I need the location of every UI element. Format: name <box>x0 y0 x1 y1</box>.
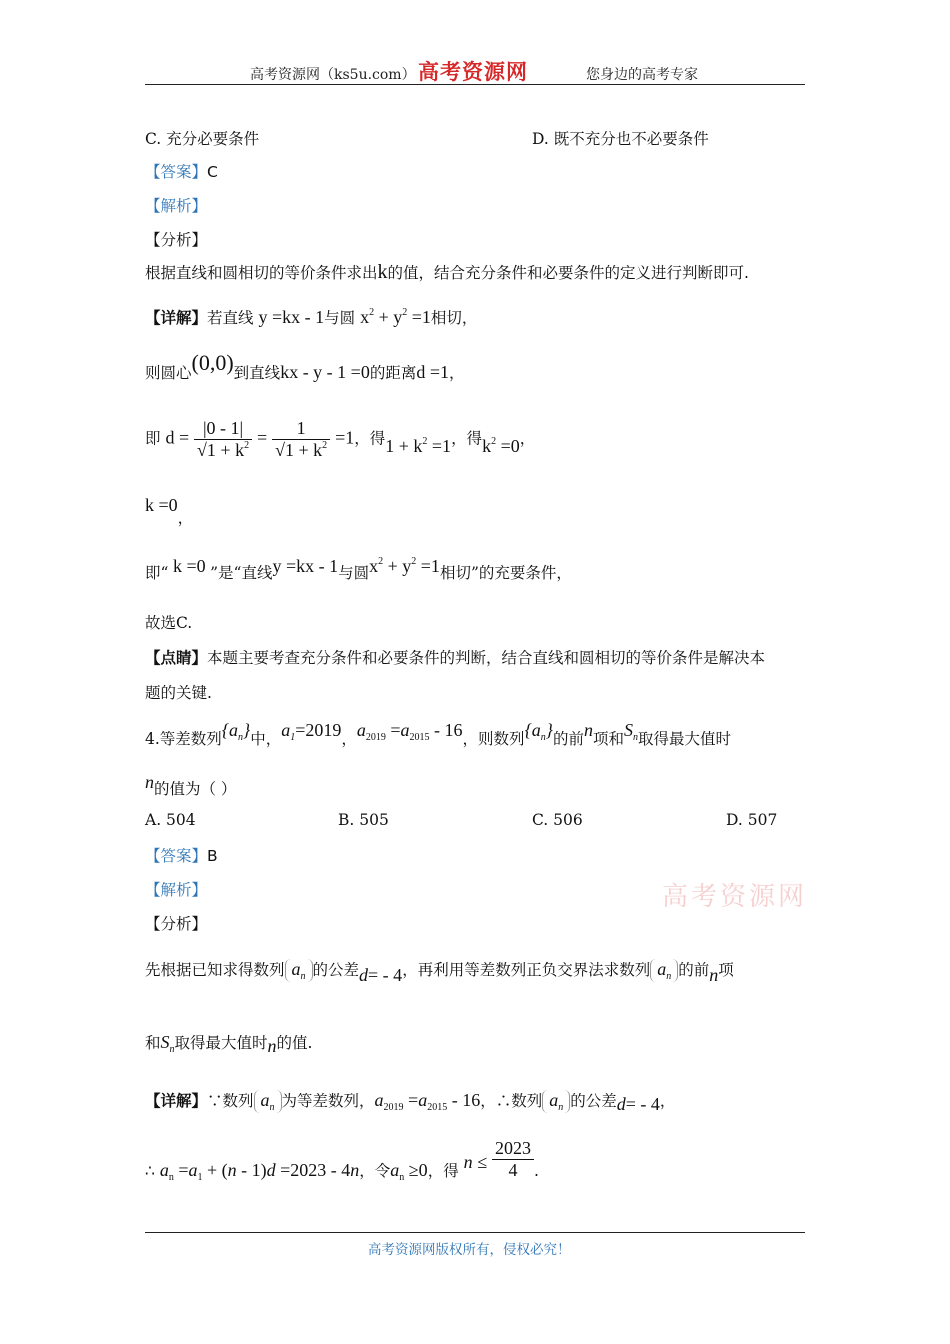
fraction-2023 <box>492 1138 534 1181</box>
fraction-2023-den: 4 <box>508 1160 518 1180</box>
stem-f: 项和 <box>592 730 624 748</box>
line3-de: d = <box>165 427 190 448</box>
det2b: ，令 <box>359 1161 391 1180</box>
stem-a: 4.等差数列 <box>145 730 222 748</box>
q4-detail-line1: 【详解】∵数列 $a_n$ 为等差数列，$a_{2019} =a_{2015} - 16$，∴数列 $a_n$ 的公差d= - 4， <box>145 1090 676 1114</box>
fraction-1 <box>194 418 252 461</box>
q4-option-c: C. 506 <box>532 811 583 829</box>
header-logo: 高考资源网 <box>418 59 528 84</box>
q3-fenxi-tag: 【分析】 <box>145 231 208 249</box>
q4-option-a: A. 504 <box>145 811 196 829</box>
an1-d: = - 4 <box>368 965 403 985</box>
line3c: ，得 <box>451 429 483 448</box>
q3-dianjing-1 <box>145 646 765 668</box>
detail-1b: 与圆 <box>324 309 356 327</box>
an2b: 取得最大值时 <box>174 1034 268 1052</box>
fraction-2 <box>272 418 330 461</box>
fraction-2-num: 1 <box>272 418 330 440</box>
q4-jiexi-tag: 【解析】 <box>145 881 208 899</box>
line5-k: k =0 <box>168 556 211 576</box>
q3-dianjing-2: 题的关键. <box>145 684 212 702</box>
q3-detail-line5 <box>145 556 572 583</box>
line5d: 相切”的充要条件， <box>439 564 572 582</box>
stem-c: ， <box>341 730 357 748</box>
line5b: ”是“直线 <box>210 564 273 582</box>
line2-d: d =1 <box>416 362 449 382</box>
det1e: ， <box>659 1092 676 1110</box>
seq-an-4: $a_n$ <box>650 959 678 982</box>
line4b: ， <box>177 509 194 527</box>
line3-k2: $k^2 =0$ <box>482 435 520 456</box>
q3-option-c: C. 充分必要条件 <box>145 130 260 148</box>
line2c: 的距离 <box>369 364 417 382</box>
footer-text: 高考资源网版权所有，侵权必究！ <box>368 1242 571 1258</box>
detail-1-eq: y =kx - 1 <box>258 307 325 327</box>
an1a: 先根据已知求得数列 <box>145 961 285 979</box>
seq-an-5: $a_n$ <box>254 1090 282 1113</box>
q4-answer <box>145 844 218 866</box>
q4-analysis-line2 <box>145 1031 312 1055</box>
q3-option-d: D. 既不充分也不必要条件 <box>532 130 709 148</box>
det1a: ∵数列 <box>207 1092 254 1110</box>
det1c: ，∴数列 <box>480 1092 543 1110</box>
q4-fenxi-tag: 【分析】 <box>145 915 208 933</box>
an2a: 和 <box>145 1034 161 1052</box>
line2b: 到直线 <box>233 364 281 382</box>
det2-an: $a_n \ge 0$ <box>390 1159 428 1183</box>
q3-detail-line2 <box>145 350 465 384</box>
q4-detail-line2: ∴ $a_n =a_1 + (n - 1)d =2023 - 4n$，令$a_n \ge 0$，得 n ≤ $\frac{2023}{4}$ . <box>145 1138 539 1183</box>
line4-eq: k =0 <box>145 495 178 515</box>
stem-d: ，则数列 <box>462 730 525 748</box>
a1: $a_1$ <box>281 720 296 743</box>
a2019-eq: $a_{2019} =a_{2015} - 16$ <box>356 720 463 743</box>
line5-circle: $x^2 + y^2 =1$ <box>369 556 440 576</box>
q4-answer-value: B <box>207 847 218 865</box>
a1-eq: =2019 <box>295 720 342 740</box>
stem-g: 取得最大值时 <box>638 730 732 748</box>
sn-var-2: $S_n$ <box>160 1032 175 1055</box>
line2a: 则圆心 <box>145 364 192 382</box>
dianjing-tag: 【点睛】 <box>145 648 208 667</box>
q4-option-d: D. 507 <box>726 811 778 829</box>
an1e: 项 <box>718 961 734 979</box>
answer-tag: 【答案】 <box>145 163 208 181</box>
watermark: 高考资源网 <box>662 882 808 912</box>
footer-rule <box>145 1232 805 1233</box>
det1d: 的公差 <box>570 1092 617 1110</box>
detail-1c: 相切， <box>430 309 478 327</box>
det1-eq: $a_{2019} =a_{2015} - 16$ <box>374 1090 481 1113</box>
q3-detail-line4 <box>145 494 194 527</box>
an1c: ，再利用等差数列正负交界法求数列 <box>402 961 651 979</box>
stem-e: 的前 <box>552 730 584 748</box>
n-var-4: n <box>267 1036 277 1056</box>
q3-detail-line1 <box>145 306 477 328</box>
q3-conclude: 故选C. <box>145 614 193 632</box>
fraction-2-den: $√1 + k^2$ <box>275 440 328 460</box>
line5a: 即“ <box>145 564 169 582</box>
seq-an-2: $\{a_n\}$ <box>524 720 553 743</box>
q3-answer <box>145 160 218 182</box>
sn-var: $S_n$ <box>624 720 638 743</box>
header-site-name: 高考资源网（ks5u.com） <box>250 67 416 83</box>
dianjing-text-1: 本题主要考查充分条件和必要条件的判断，结合直线和圆相切的等价条件是解决本 <box>207 649 766 667</box>
line2d: ， <box>449 364 465 382</box>
stem-h: 的值为（ ） <box>154 780 237 798</box>
q3-detail-line3: 即 d = $\frac{|0 - 1|}{√1 + k^2}$ = $\frac{1}{√1 + k^2}$ =1，得$1 + k^2 =1$，得$k^2 =0$， <box>145 418 536 460</box>
an2c: 的值. <box>276 1034 313 1052</box>
seq-an-6: $a_n$ <box>542 1090 570 1113</box>
header-slogan: 您身边的高考专家 <box>586 67 698 83</box>
det2c: ，得 <box>427 1161 459 1180</box>
seq-an: $\{a_n\}$ <box>221 720 251 743</box>
an1d: 的前 <box>678 961 710 979</box>
det1-d: = - 4 <box>625 1094 660 1114</box>
q4-stem-line2 <box>145 772 237 799</box>
q3-analysis <box>145 261 749 284</box>
fraction-2023-num: 2023 <box>492 1138 534 1160</box>
line3-eq1: =1 <box>335 427 355 448</box>
detail-1a: 若直线 <box>207 309 254 327</box>
line2-eq: kx - y - 1 =0 <box>280 362 370 382</box>
fraction-1-den: $√1 + k^2$ <box>197 440 250 460</box>
n-var-3: n <box>709 965 719 985</box>
q4-answer-tag: 【答案】 <box>145 847 208 865</box>
circle-equation: $x^2 + y^2 =1$ <box>360 307 431 327</box>
line3d: ， <box>519 429 536 448</box>
fraction-1-num: |0 - 1| <box>194 418 252 440</box>
line2-point: (0,0) <box>191 350 234 375</box>
analysis-pre: 根据直线和圆相切的等价条件求出 <box>145 264 378 282</box>
det2a: ∴ <box>145 1161 155 1180</box>
q4-detail-tag: 【详解】 <box>145 1091 208 1110</box>
line3-res1: $1 + k^2 =1$ <box>385 435 452 456</box>
n-var-2: n <box>145 772 154 792</box>
stem-b: 中， <box>250 730 282 748</box>
seq-an-3: $a_n$ <box>285 959 313 982</box>
n-var: n <box>583 720 593 740</box>
q3-jiexi-tag: 【解析】 <box>145 197 208 215</box>
an1b: 的公差 <box>312 961 360 979</box>
line3a: 即 <box>145 429 161 448</box>
line5c: 与圆 <box>338 564 370 582</box>
analysis-k: k <box>377 261 388 283</box>
q4-analysis-line1: 先根据已知求得数列 $a_n$ 的公差d= - 4，再利用等差数列正负交界法求数列 $a_n$ 的前n项 <box>145 959 734 985</box>
answer-value: C <box>207 163 218 181</box>
line3b: ，得 <box>354 429 386 448</box>
line5-eq: y =kx - 1 <box>272 556 339 576</box>
analysis-post: 的值，结合充分条件和必要条件的定义进行判断即可. <box>387 264 749 282</box>
det2-eq: $a_n =a_1 + (n - 1)d =2023 - 4n$ <box>159 1159 360 1183</box>
det1b: 为等差数列， <box>281 1092 375 1110</box>
q4-option-b: B. 505 <box>338 811 389 829</box>
detail-tag: 【详解】 <box>145 308 208 327</box>
header-rule <box>145 84 805 85</box>
det2d: . <box>533 1161 539 1180</box>
q4-stem-line1 <box>145 720 732 751</box>
